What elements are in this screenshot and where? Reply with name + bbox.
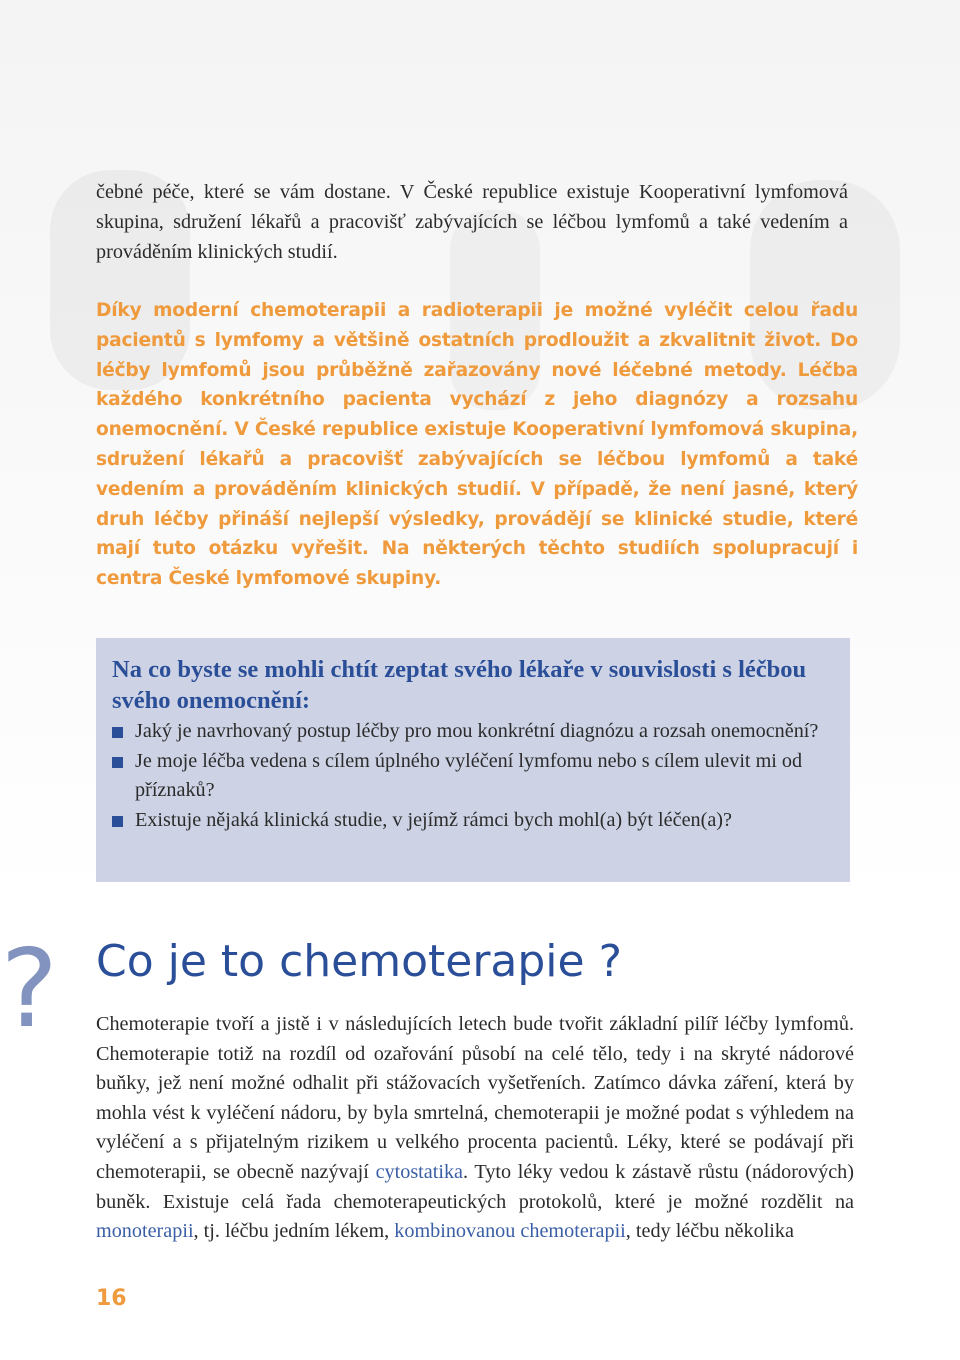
question-item	[112, 806, 832, 836]
square-bullet-icon	[112, 727, 123, 738]
question-text: Je moje léčba vedena s cílem úplného vyléčení lymfomu nebo s cílem ulevit mi od příznaků?	[135, 749, 803, 802]
section-title: Co je to chemoterapie ?	[96, 936, 622, 987]
intro-paragraph: čebné péče, které se vám dostane. V České republice existuje Kooperativní lymfomová skupina, sdružení lékařů a pracovišť zabývajících se léčbou lymfomů a také vedením a prováděním klinických studií.	[96, 181, 848, 263]
body-text-part: , tj. léčbu jedním lékem,	[193, 1220, 395, 1243]
highlighted-summary-paragraph: Díky moderní chemoterapii a radioterapii je možné vyléčit celou řadu pacientů s lymfomy a většině ostatních prodloužit a zkvalitnit život. Do léčby lymfomů jsou průběžně zařazovány nové léčebné metody. Léčba každého konkrétního pacienta vychází z jeho diagnózy a rozsahu onemocnění. V České republice existuje Kooperativní lymfomová skupina, sdružení lékařů a pracovišť zabývajících se léčbou lymfomů a také vedením a prováděním klinických studií. V případě, že není jasné, který druh léčby přináší nejlepší výsledky, provádějí se klinické studie, které mají tuto otázku vyřešit. Na některých těchto studiích spolupracují i centra České lymfomové skupiny.	[96, 300, 858, 590]
term-cytostatika: cytostatika	[375, 1160, 464, 1183]
term-kombinovana-chemoterapie: kombinovanou chemoterapii	[394, 1220, 626, 1243]
section-body-paragraph	[96, 1010, 854, 1247]
question-item	[112, 717, 832, 747]
body-text-part: . Tyto léky vedou k zástavě růstu (nádorových) buněk. Existuje celá řada chemoterapeutických protokolů, které je možné rozdělit na	[96, 1160, 854, 1213]
questions-box-title: Na co byste se mohli chtít zeptat svého lékaře v souvislosti s léčbou svého onemocnění:	[112, 656, 807, 714]
page-number: 16	[96, 1286, 127, 1311]
square-bullet-icon	[112, 757, 123, 768]
body-text-part: , tedy léčbu několika	[625, 1220, 794, 1243]
term-monoterapie: monoterapii	[96, 1220, 194, 1243]
square-bullet-icon	[112, 816, 123, 827]
questions-list	[112, 717, 832, 835]
question-text: Existuje nějaká klinická studie, v jejímž rámci bych mohl(a) být léčen(a)?	[135, 808, 732, 831]
body-text-part: Chemoterapie tvoří a jistě i v následujících letech bude tvořit základní pilíř léčby lymfomů. Chemoterapie totiž na rozdíl od ozařování působí na celé tělo, tedy i na skryté nádorové buňky, jež není možné odhalit při stážovacích vyšetřeních. Zatímco dávka záření, která by mohla vést k vyléčení nádoru, by byla smrtelná, chemoterapii je možné podat s výhledem na vyléčení a s přijatelným rizikem u velkého procenta pacientů. Léky, které se podávají při chemoterapii, se obecně nazývají	[96, 1013, 854, 1183]
question-mark-icon: ?	[0, 927, 58, 1052]
question-item	[112, 747, 832, 806]
question-text: Jaký je navrhovaný postup léčby pro mou konkrétní diagnózu a rozsah onemocnění?	[135, 720, 819, 742]
